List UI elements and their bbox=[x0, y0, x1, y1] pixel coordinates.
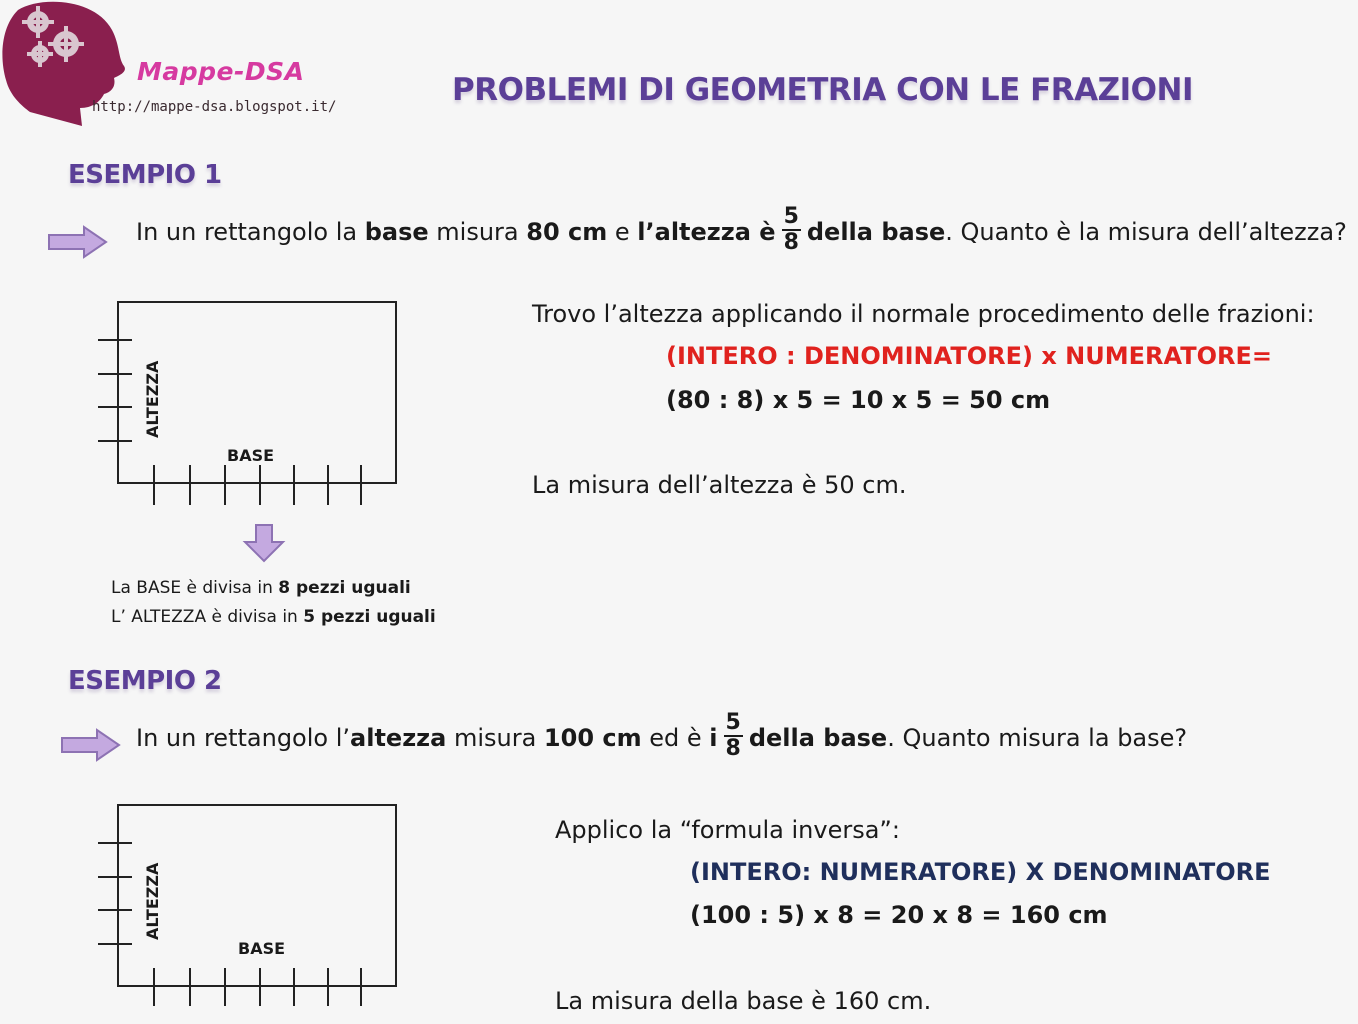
altezza-label: ALTEZZA bbox=[143, 360, 162, 438]
page-title: PROBLEMI DI GEOMETRIA CON LE FRAZIONI bbox=[452, 72, 1194, 108]
example-1-heading: ESEMPIO 1 bbox=[68, 160, 222, 190]
fraction-5-8: $\frac{5}{8}$ bbox=[783, 204, 799, 255]
example-2-heading: ESEMPIO 2 bbox=[68, 666, 222, 696]
altezza-label: ALTEZZA bbox=[143, 862, 162, 940]
base-label: BASE bbox=[238, 939, 286, 958]
rectangle-diagram-2 bbox=[90, 798, 410, 1013]
note-base: La BASE è divisa in 8 pezzi uguali bbox=[111, 578, 411, 598]
fraction-5-8: $\frac{5}{8}$ bbox=[725, 710, 741, 761]
base-label: BASE bbox=[227, 446, 275, 465]
example-1-formula: (INTERO : DENOMINATORE) x NUMERATORE= bbox=[666, 342, 1272, 370]
example-2-formula: (INTERO: NUMERATORE) X DENOMINATORE bbox=[690, 858, 1271, 886]
example-1-result: La misura dell’altezza è 50 cm. bbox=[532, 471, 907, 499]
example-1-calculation: (80 : 8) x 5 = 10 x 5 = 50 cm bbox=[666, 386, 1051, 414]
example-2-calculation: (100 : 5) x 8 = 20 x 8 = 160 cm bbox=[690, 901, 1108, 929]
brand-name: Mappe-DSA bbox=[137, 57, 305, 86]
brand-url[interactable]: http://mappe-dsa.blogspot.it/ bbox=[92, 99, 337, 115]
example-1-explanation: Trovo l’altezza applicando il normale procedimento delle frazioni: bbox=[532, 300, 1315, 328]
right-arrow-icon bbox=[46, 224, 110, 260]
rectangle-diagram-1 bbox=[90, 295, 410, 510]
down-arrow-icon bbox=[242, 522, 286, 564]
example-2-explanation: Applico la “formula inversa”: bbox=[555, 816, 900, 844]
example-1-problem: In un rettangolo la base misura 80 cm e l’altezza è $\frac{5}{8}$ della base. Quanto è la misura dell’altezza? bbox=[136, 204, 1347, 255]
example-2-problem: In un rettangolo l’altezza misura 100 cm ed è i $\frac{5}{8}$ della base. Quanto misura la base? bbox=[136, 710, 1188, 761]
note-altezza: L’ ALTEZZA è divisa in 5 pezzi uguali bbox=[111, 607, 436, 627]
right-arrow-icon bbox=[59, 727, 123, 763]
example-2-result: La misura della base è 160 cm. bbox=[555, 987, 932, 1015]
